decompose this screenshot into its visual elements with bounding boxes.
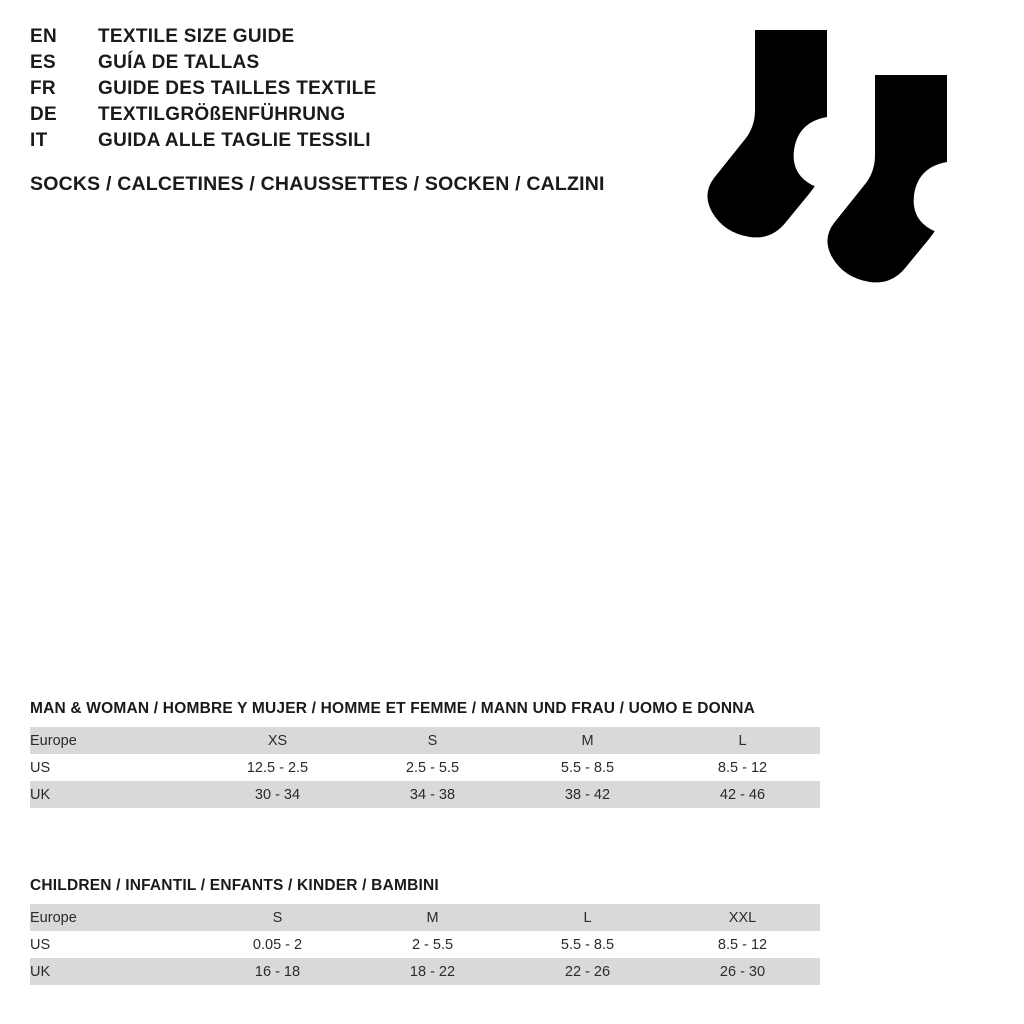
children-table-title: CHILDREN / INFANTIL / ENFANTS / KINDER / BAMBINI (30, 877, 439, 894)
table-cell: 5.5 - 8.5 (510, 931, 665, 958)
table-cell: 16 - 18 (200, 958, 355, 985)
table-cell: 2.5 - 5.5 (355, 754, 510, 781)
table-cell: 26 - 30 (665, 958, 820, 985)
table-cell: XS (200, 727, 355, 754)
product-type-label: SOCKS / CALCETINES / CHAUSSETTES / SOCKEN / CALZINI (30, 173, 605, 195)
table-cell: 5.5 - 8.5 (510, 754, 665, 781)
language-title: GUIDA ALLE TAGLIE TESSILI (98, 130, 371, 151)
language-code: IT (30, 130, 48, 151)
table-cell: M (355, 904, 510, 931)
row-label: Europe (30, 727, 200, 754)
header-block (30, 26, 730, 196)
language-row (30, 26, 730, 48)
language-row (30, 104, 730, 126)
language-title: TEXTILGRÖßENFÜHRUNG (98, 104, 346, 125)
table-cell: 2 - 5.5 (355, 931, 510, 958)
table-row (30, 904, 820, 931)
children-size-table-block (30, 877, 820, 985)
language-row (30, 130, 730, 152)
table-cell: L (665, 727, 820, 754)
table-row (30, 958, 820, 985)
language-code: EN (30, 26, 57, 47)
row-label: UK (30, 958, 200, 985)
table-cell: S (355, 727, 510, 754)
table-cell: S (200, 904, 355, 931)
table-cell: 30 - 34 (200, 781, 355, 808)
table-cell: 8.5 - 12 (665, 931, 820, 958)
table-cell: 22 - 26 (510, 958, 665, 985)
adults-size-table-block (30, 700, 820, 808)
socks-icon (690, 22, 970, 302)
table-row (30, 781, 820, 808)
language-code: ES (30, 52, 56, 73)
table-row (30, 727, 820, 754)
table-cell: 18 - 22 (355, 958, 510, 985)
adults-size-table (30, 727, 820, 808)
language-row (30, 52, 730, 74)
row-label: US (30, 931, 200, 958)
table-row (30, 931, 820, 958)
table-cell: L (510, 904, 665, 931)
language-title: TEXTILE SIZE GUIDE (98, 26, 295, 47)
language-row (30, 78, 730, 100)
row-label: Europe (30, 904, 200, 931)
language-title: GUÍA DE TALLAS (98, 52, 260, 73)
row-label: US (30, 754, 200, 781)
table-cell: 0.05 - 2 (200, 931, 355, 958)
table-cell: 8.5 - 12 (665, 754, 820, 781)
table-cell: 38 - 42 (510, 781, 665, 808)
language-code: DE (30, 104, 57, 125)
table-cell: 34 - 38 (355, 781, 510, 808)
adults-table-title: MAN & WOMAN / HOMBRE Y MUJER / HOMME ET FEMME / MANN UND FRAU / UOMO E DONNA (30, 700, 756, 717)
children-size-table (30, 904, 820, 985)
row-label: UK (30, 781, 200, 808)
table-row (30, 754, 820, 781)
language-code: FR (30, 78, 56, 99)
table-cell: 42 - 46 (665, 781, 820, 808)
table-cell: XXL (665, 904, 820, 931)
table-cell: 12.5 - 2.5 (200, 754, 355, 781)
table-cell: M (510, 727, 665, 754)
language-title: GUIDE DES TAILLES TEXTILE (98, 78, 377, 99)
